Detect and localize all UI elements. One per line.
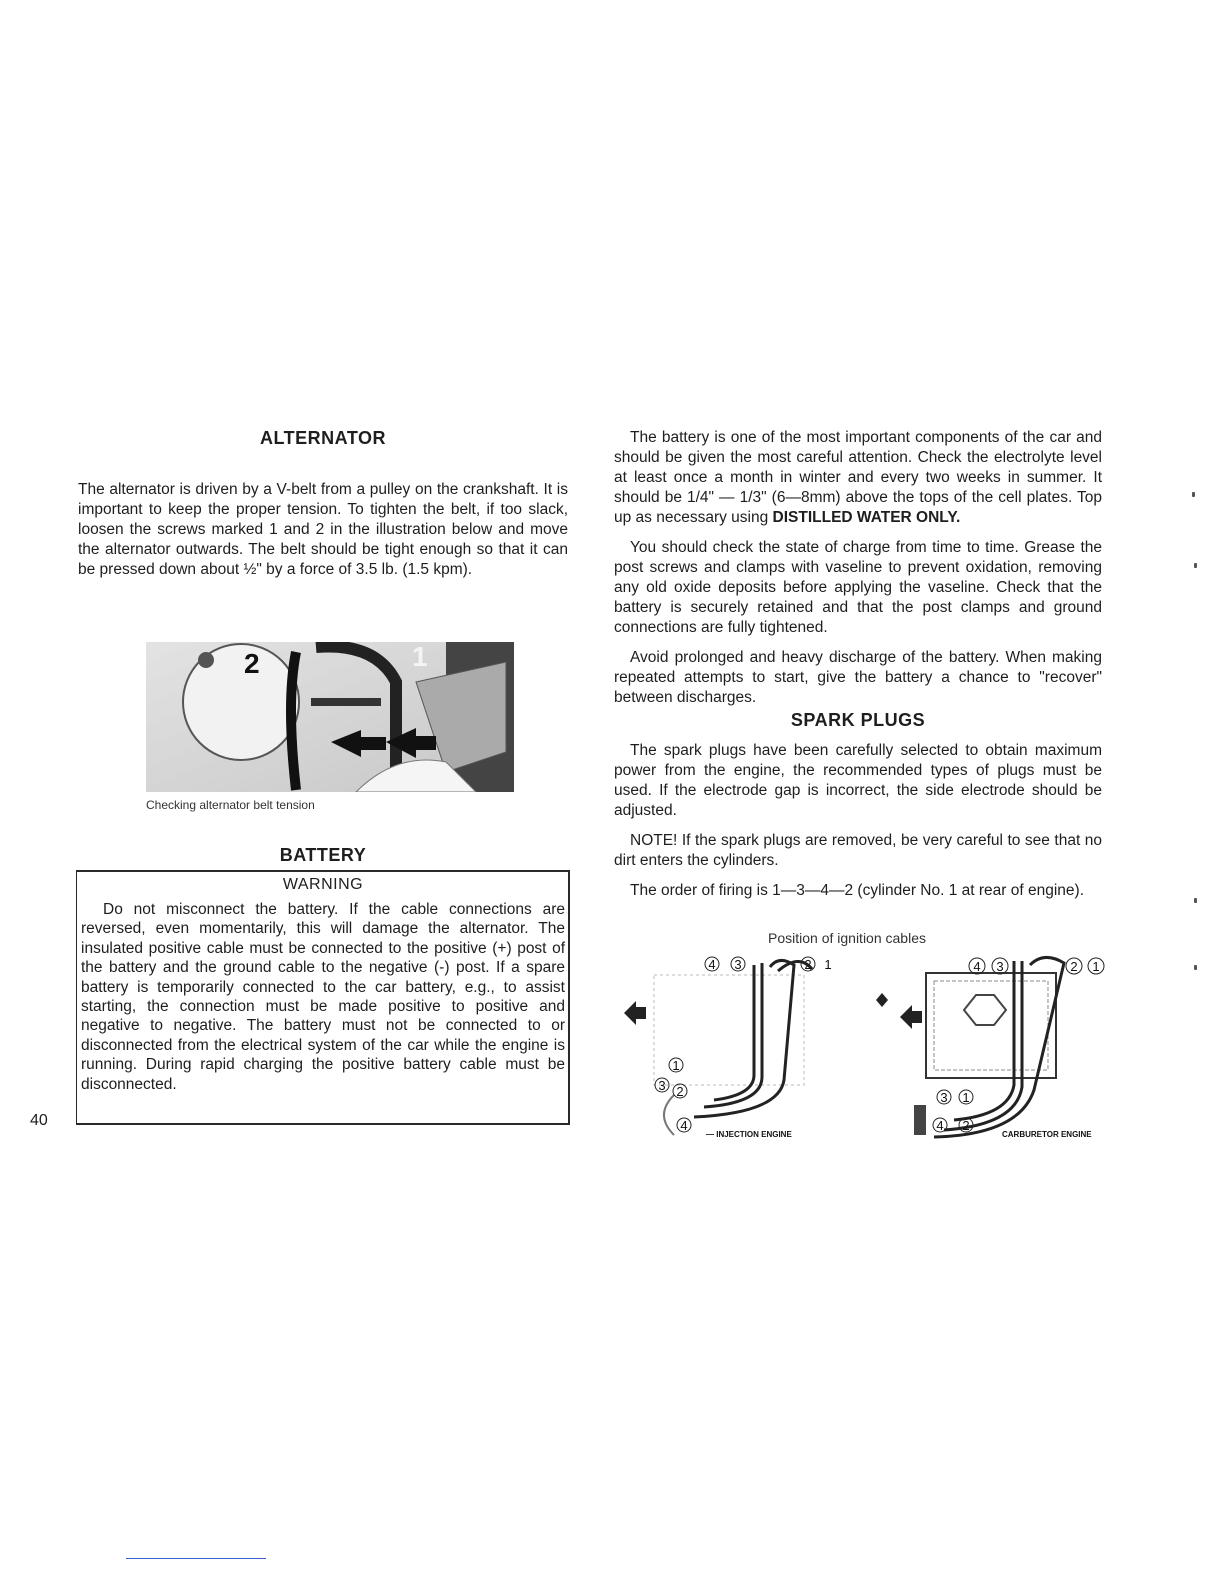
- alternator-heading: ALTERNATOR: [260, 428, 386, 448]
- battery-paragraph-3: Avoid prolonged and heavy discharge of the battery. When making repeated attempts to start, give the battery a chance to "recover" between discharges.: [614, 649, 1102, 706]
- alternator-belt-photo: [146, 642, 514, 792]
- figure-label-2: 2: [244, 648, 260, 679]
- cylinder-label: 2: [1070, 959, 1078, 974]
- front-arrow-icon: [624, 1001, 646, 1025]
- cylinder-label: 4: [708, 957, 716, 972]
- injection-engine-label: — INJECTION ENGINE: [706, 1130, 792, 1139]
- cylinder-label: 4: [680, 1118, 688, 1133]
- spark-plugs-heading: SPARK PLUGS: [790, 710, 926, 730]
- warning-text: Do not misconnect the battery. If the cable connections are reversed, even momentarily, this will damage the alternator. The insulated positive cable must be connected to the positive (+) post of the battery and the ground cable to the negative (-) post. If a spare battery is temporarily connected to the car battery, e.g., to assist starting, the connection must be made positive to positive and negative to negative. The battery must not be connected to or disconnected from the electrical system of the car while the engine is running. During rapid charging the positive battery cable must be disconnected.: [81, 901, 565, 1093]
- firing-order: The order of firing is 1—3—4—2 (cylinder No. 1 at rear of engine).: [630, 882, 1085, 899]
- scan-mark: [1192, 492, 1195, 497]
- cylinder-label: 3: [940, 1090, 948, 1105]
- front-arrow-icon: [900, 1005, 922, 1029]
- cylinder-label: 1: [1092, 959, 1100, 974]
- cylinder-label: 3: [734, 957, 742, 972]
- battery-paragraph-1: The battery is one of the most important components of the car and should be given the most careful attention. Check the electrolyte level at least once a month in winter and every two weeks in summer. It should be 1/4" — 1/3" (6—8mm) above the tops of the cell plates. Top up as necessary using DISTILLED WATER ONLY.: [614, 429, 1102, 526]
- warning-box: [76, 870, 570, 1125]
- cylinder-label: 1: [824, 957, 832, 972]
- distilled-water-emphasis: DISTILLED WATER ONLY.: [772, 509, 961, 526]
- cylinder-label: 1: [672, 1058, 680, 1073]
- cylinder-label: 3: [658, 1078, 666, 1093]
- scan-mark: [1194, 563, 1197, 568]
- cylinder-label: 3: [996, 959, 1004, 974]
- diagram-caption: Position of ignition cables: [768, 930, 926, 946]
- bottom-rule: [126, 1558, 266, 1559]
- right-column: [614, 428, 1102, 911]
- battery-paragraph-2: You should check the state of charge from time to time. Grease the post screws and clamps with vaseline to prevent oxidation, removing any old oxide deposits before applying the vaseline. Check that the battery is securely retained and that the post clamps and ground connections are fully tightened.: [614, 539, 1102, 636]
- battery-heading: BATTERY: [279, 845, 367, 865]
- cylinder-label: 2: [804, 957, 812, 972]
- cylinder-label: 2: [962, 1118, 970, 1133]
- cylinder-label: 4: [936, 1118, 944, 1133]
- cylinder-label: 4: [973, 959, 981, 974]
- ignition-cables-diagram: [614, 945, 1114, 1150]
- figure-label-1: 1: [412, 641, 428, 672]
- cylinder-label: 1: [962, 1090, 970, 1105]
- scan-mark: [1194, 965, 1197, 970]
- spark-plugs-note: NOTE! If the spark plugs are removed, be very careful to see that no dirt enters the cylinders.: [614, 832, 1102, 869]
- cylinder-label: 2: [676, 1084, 684, 1099]
- figure-caption: Checking alternator belt tension: [146, 798, 315, 812]
- warning-title: WARNING: [282, 876, 364, 893]
- spark-plugs-paragraph-1: The spark plugs have been carefully selected to obtain maximum power from the engine, the recommended types of plugs must be used. If the electrode gap is incorrect, the side electrode should be adjusted.: [614, 742, 1102, 819]
- carburetor-engine-label: CARBURETOR ENGINE: [1002, 1130, 1092, 1139]
- page-number: 40: [30, 1112, 48, 1129]
- scan-mark: [1194, 898, 1197, 903]
- alternator-paragraph: The alternator is driven by a V-belt from a pulley on the crankshaft. It is important to keep the proper tension. To tighten the belt, if too slack, loosen the screws marked 1 and 2 in the illustration below and move the alternator outwards. The belt should be tight enough so that it can be pressed down about ½" by a force of 3.5 lb. (1.5 kpm).: [78, 481, 568, 578]
